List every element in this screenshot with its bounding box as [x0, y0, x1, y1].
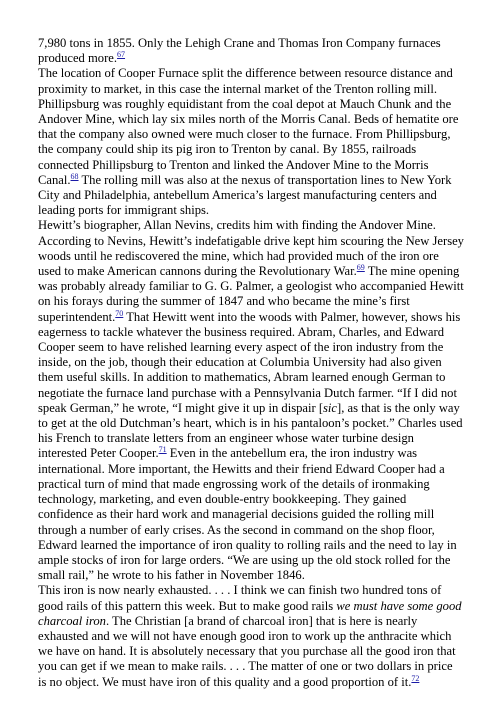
text-run: Hewitt’s biographer, Allan Nevins, credits him with finding the Andover Mine. According to Nevins, Hewitt’s indefatigable drive kept him scouring the New Jersey woods until he rediscovered the mine, which had provided much of the iron ore used to make American cannons during the Revolutionary War. — [38, 218, 464, 279]
text-run: . The Christian [a brand of charcoal iron] that is here is nearly exhausted and we will not have enough good iron to work up the anthracite which we have on hand. It is absolutely necessary that you purchase all the good iron that you can get if we mean to make rails. . . . The matter of one or two dollars in price is no object. We must have iron of this quality and a good proportion of it. — [38, 613, 456, 689]
text-run: The mine opening was probably already familiar to G. G. Palmer, a geologist who accompanied Hewitt on his forays during the summer of 1847 and who became the mine’s first superintendent. — [38, 264, 464, 324]
text-run: The rolling mill was also at the nexus of transportation lines to New York City and Philadelphia, antebellum America’s largest manufacturing centers and leading ports for immigrant ships. — [38, 172, 452, 218]
italic-text: sic — [323, 400, 338, 415]
paragraph — [38, 66, 464, 218]
text-run: That Hewitt went into the woods with Palmer, however, shows his eagerness to tackle whatever the business required. Abram, Charles, and Edward Cooper seem to have relished learning every aspect of the iron industry from the inside, on the job, though their education at Columbia University had also given them useful skills. In addition to mathematics, Abram learned enough German to negotiate the furnace land purchase with a Pennsylvania Dutch farmer. “If I did not speak German,” he wrote, “I might give it up in dispair [ — [38, 309, 461, 415]
footnote-ref — [411, 673, 419, 684]
text-run: Even in the antebellum era, the iron industry was international. More important, the Hewitts and their friend Edward Cooper had a practical turn of mind that made engrossing work of the details of ironmaking technology, marketing, and even double-entry bookkeeping. They gained confidence as their hard work and managerial decisions guided the rolling mill through a number of early crises. As the second in command on the shop floor, Edward learned the importance of iron quality to rolling rails and the need to lay in ample stocks of iron for large orders. “We are using up the old stock rolled for the small rail,” he wrote to his father in November 1846. — [38, 446, 457, 583]
footnote-ref — [357, 262, 365, 273]
text-run: ], as that is the only way to get at the old Dutchman’s heart, which is in his pantaloon’s pocket.” Charles used his French to translate letters from an engineer whose water turbine design interested Peter Cooper. — [38, 400, 463, 461]
block-quote — [38, 583, 464, 689]
italic-text: we must have some good charcoal iron — [38, 598, 462, 628]
footnote-ref — [159, 444, 167, 455]
paragraph — [38, 218, 464, 583]
footnote-link-71[interactable]: 71 — [158, 445, 167, 455]
footnote-link-72[interactable]: 72 — [411, 673, 420, 683]
footnote-link-70[interactable]: 70 — [115, 308, 124, 318]
footnote-ref — [117, 49, 125, 60]
text-run: This iron is now nearly exhausted. . . . I think we can finish two hundred tons of good rails of this pattern this week. But to make good rails — [38, 583, 442, 613]
footnote-link-68[interactable]: 68 — [70, 171, 79, 181]
text-run: The location of Cooper Furnace split the difference between resource distance and proximity to market, in this case the internal market of the Trenton rolling mill. Phillipsburg was roughly equidistant from the coal depot at Mauch Chunk and the Andover Mine, which lay six miles north of the Morris Canal. Beds of hematite ore that the company also owned were much closer to the furnace. From Phillipsburg, the company could ship its pig iron to Trenton by canal. By 1855, railroads connected Phillipsburg to Trenton and linked the Andover Mine to the Morris Canal. — [38, 66, 459, 187]
paragraph — [38, 36, 464, 66]
footnote-ref — [71, 171, 79, 182]
text-run: 7,980 tons in 1855. Only the Lehigh Crane and Thomas Iron Company furnaces produced more. — [38, 36, 441, 66]
footnote-link-67[interactable]: 67 — [117, 50, 126, 60]
footnote-link-69[interactable]: 69 — [356, 263, 365, 273]
